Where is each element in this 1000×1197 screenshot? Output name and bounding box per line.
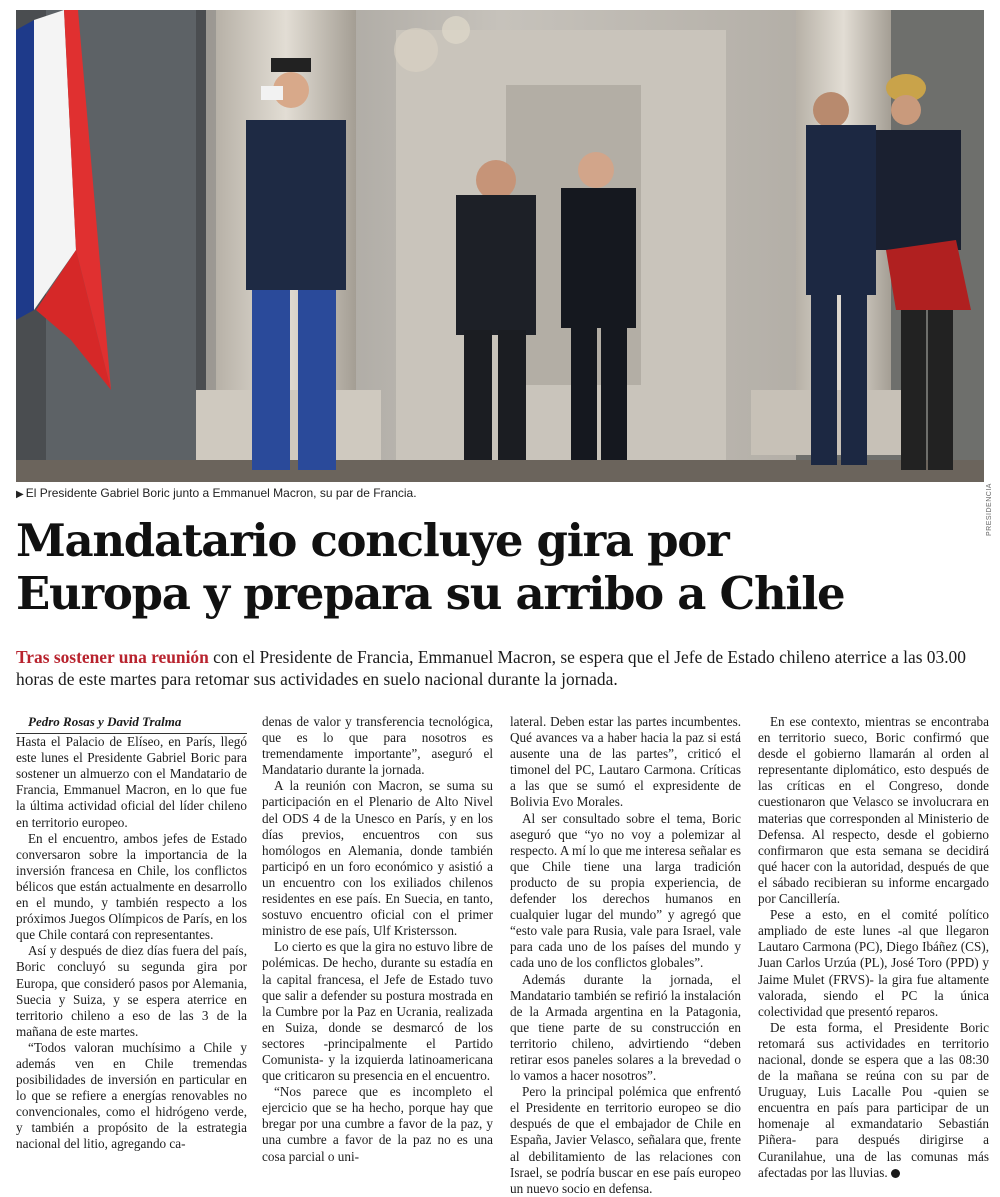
paragraph: lateral. Deben estar las partes incumbentes. Qué avances va a haber hacia la paz si está ausente una de las partes”, criticó el timonel del PC, Lautaro Carmona. Críticas a las que se sumó el expresidente de Bolivia Evo Morales. — [510, 714, 741, 810]
paragraph: Pero la principal polémica que enfrentó el Presidente en territorio europeo se dio después de que el embajador de Chile en España, Javier Velasco, señalara que, frente al debilitamiento de las relaciones con Israel, se podría buscar en ese país europeo un nuevo socio en defensa. — [510, 1084, 741, 1196]
article-photo — [16, 10, 984, 482]
article-column-2 — [262, 714, 493, 1165]
paragraph: A la reunión con Macron, se suma su participación en el Plenario de Alto Nivel del ODS 4 de la Unesco en París, y en los días previos, encuentros con sus homólogos en Alemania, donde también participó en un foro económico y asistió a un encuentro con los exiliados chilenos residentes en ese país. En Suecia, en tanto, sostuvo encuentro oficial con el primer ministro de ese país, Ulf Kristersson. — [262, 778, 493, 939]
paragraph — [758, 1020, 989, 1181]
article-column-3 — [510, 714, 741, 1197]
paragraph: “Todos valoran muchísimo a Chile y además ven en Chile tremendas posibilidades de inversión en particular en lo que se refiere a energías renovables no convencionales, como el hidrógeno verde, y también a propósito de la estrategia nacional del litio, agregando ca- — [16, 1039, 247, 1152]
paragraph: Lo cierto es que la gira no estuvo libre de polémicas. De hecho, durante su estadía en la capital francesa, el Jefe de Estado tuvo que salir a defender su postura mostrada en la Cumbre por la Paz en Ucrania, realizada en Suiza, donde se desmarcó de los sectores -principalmente el Partido Comunista- y la izquierda latinoamericana que criticaron su presencia en el encuentro. — [262, 939, 493, 1084]
paragraph: En el encuentro, ambos jefes de Estado conversaron sobre la importancia de la inversión francesa en Chile, los conflictos bélicos que están actualmente en desarrollo en el mundo, y también respecto a los próximos Juegos Olímpicos de París, en los que Chile contará con representantes. — [16, 830, 247, 943]
photo-caption — [16, 486, 976, 500]
byline: Pedro Rosas y David Tralma — [16, 714, 247, 734]
paragraph: Además durante la jornada, el Mandatario también se refirió la instalación de la Armada argentina en la Patagonia, que tiene parte de su construcción en territorio chileno, advirtiendo “deben retirar esos paneles solares a la brevedad o lo vamos a hacer nosotros”. — [510, 971, 741, 1084]
paragraph: Al ser consultado sobre el tema, Boric aseguró que “yo no voy a polemizar al respecto. A mí lo que me interesa señalar es que Chile tiene una larga tradición producto de su propia experiencia, de defender los derechos humanos en cualquier lugar del mundo” y agregó que “esto vale para Rusia, vale para Israel, vale para cada uno de los países del mundo y cada uno de los conflictos globales”. — [510, 810, 741, 971]
lead-kicker: Tras sostener una reunión — [16, 647, 209, 667]
paragraph: Hasta el Palacio de Elíseo, en París, llegó este lunes el Presidente Gabriel Boric para sostener un almuerzo con el Mandatario de Francia, Emmanuel Macron, en lo que fue la última actividad oficial del líder chileno en territorio europeo. — [16, 734, 247, 830]
paragraph: “Nos parece que es incompleto el ejercicio que se ha hecho, porque hay que bregar por una cumbre a favor de la paz, y una cumbre a favor de la paz no es una cosa parcial o uni- — [262, 1084, 493, 1164]
paragraph: En ese contexto, mientras se encontraba en territorio sueco, Boric confirmó que desde el gobierno llamarán al orden al representante diplomático, esto después de las críticas en el Congreso, donde cuestionaron que Velasco se involucrara en materias que corresponden al Ministerio de Defensa. Al respecto, desde el gobierno confirmaron que esta semana se decidirá qué hacer con la autoridad, después de que el sábado recibieran su informe encargado por Cancillería. — [758, 714, 989, 907]
headline — [16, 514, 986, 620]
article-column-1 — [16, 714, 247, 1153]
headline-line-2: Europa y prepara su arribo a Chile — [16, 567, 845, 620]
photo-caption-text: El Presidente Gabriel Boric junto a Emmanuel Macron, su par de Francia. — [25, 486, 417, 500]
triangle-right-icon: ▶ — [16, 489, 24, 500]
end-mark-icon — [891, 1169, 900, 1178]
photo-illustration — [16, 10, 984, 482]
lead-text: con el Presidente de Francia, Emmanuel Macron, se espera que el Jefe de Estado chileno aterrice a las 03.00 horas de este martes para retomar sus actividades en suelo nacional durante la jornada. — [16, 647, 966, 689]
lead-paragraph — [16, 646, 991, 690]
photo-credit: PRESIDENCIA — [986, 483, 993, 536]
article-column-4 — [758, 714, 989, 1181]
paragraph: denas de valor y transferencia tecnológica, que es lo que para nosotros es tremendamente importante”, aseguró el Mandatario durante la jornada. — [262, 714, 493, 778]
paragraph-text: De esta forma, el Presidente Boric retomará sus actividades en territorio nacional, donde se espera que a las 08:30 de la mañana se reúna con su par de Uruguay, Luis Lacalle Pou -quien se encuentra en país para participar de un homenaje al exmandatario Sebastián Piñera- para después dirigirse a Curanilahue, una de las comunas más afectadas por las lluvias. — [758, 1019, 989, 1180]
paragraph: Pese a esto, en el comité político ampliado de este lunes -al que llegaron Lautaro Carmona (PC), Diego Ibáñez (CS), Juan Carlos Urzúa (PL), José Toro (PPD) y Jaime Mulet (FRVS)- la gira fue altamente valorada, siendo el PC la única colectividad que presentó reparos. — [758, 907, 989, 1019]
headline-line-1: Mandatario concluye gira por — [16, 514, 729, 567]
paragraph: Así y después de diez días fuera del país, Boric concluyó su segunda gira por Europa, que consideró pasos por Alemania, Suecia y Suiza, y se espera aterrice en territorio chileno a eso de las 3 de la mañana de este martes. — [16, 943, 247, 1039]
